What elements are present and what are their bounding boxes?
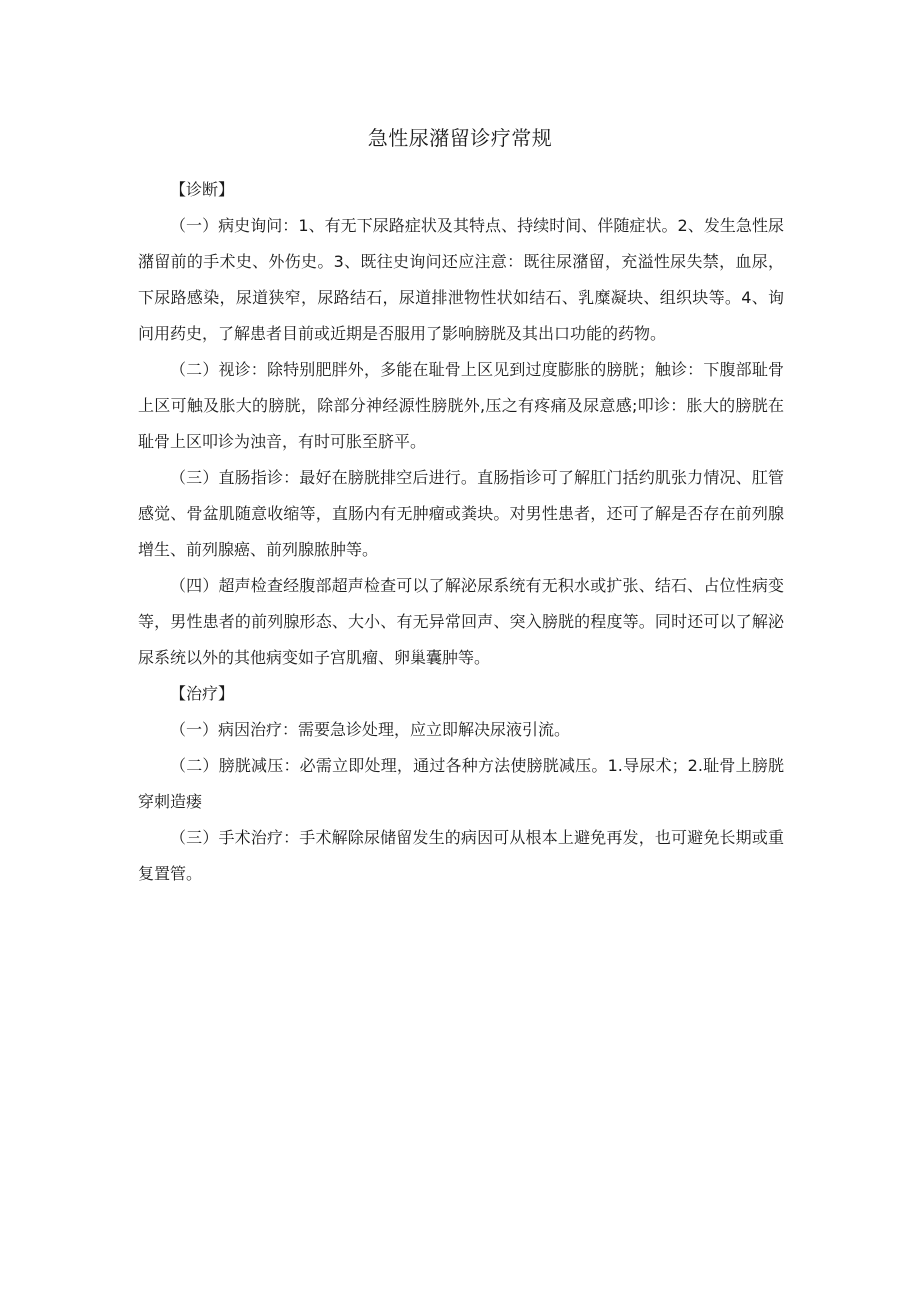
- document-body: [138, 172, 784, 892]
- diagnosis-paragraph-history: （一）病史询问：1、有无下尿路症状及其特点、持续时间、伴随症状。2、发生急性尿潴留前的手术史、外伤史。3、既往史询问还应注意：既往尿潴留，充溢性尿失禁，血尿，下尿路感染，尿道狭窄，尿路结石，尿道排泄物性状如结石、乳糜凝块、组织块等。4、询问用药史，了解患者目前或近期是否服用了影响膀胱及其出口功能的药物。: [138, 216, 784, 343]
- section-heading-diagnosis: 【诊断】: [170, 180, 235, 199]
- treatment-paragraph-decompression: （二）膀胱减压：必需立即处理，通过各种方法使膀胱减压。1.导尿术；2.耻骨上膀胱穿刺造瘘: [138, 756, 784, 811]
- treatment-paragraph-cause: （一）病因治疗：需要急诊处理，应立即解决尿液引流。: [170, 720, 571, 739]
- diagnosis-paragraph-rectal-exam: （三）直肠指诊：最好在膀胱排空后进行。直肠指诊可了解肛门括约肌张力情况、肛管感觉、骨盆肌随意收缩等，直肠内有无肿瘤或粪块。对男性患者，还可了解是否存在前列腺增生、前列腺癌、前列腺脓肿等。: [138, 468, 784, 559]
- diagnosis-paragraph-inspection: （二）视诊：除特别肥胖外，多能在耻骨上区见到过度膨胀的膀胱；触诊：下腹部耻骨上区可触及胀大的膀胱，除部分神经源性膀胱外,压之有疼痛及尿意感;叩诊：胀大的膀胱在耻骨上区叩诊为浊音，有时可胀至脐平。: [138, 360, 784, 451]
- treatment-paragraph-surgery: （三）手术治疗：手术解除尿储留发生的病因可从根本上避免再发，也可避免长期或重复置管。: [138, 828, 784, 883]
- section-heading-treatment: 【治疗】: [170, 684, 235, 703]
- diagnosis-paragraph-ultrasound: （四）超声检查经腹部超声检查可以了解泌尿系统有无积水或扩张、结石、占位性病变等，男性患者的前列腺形态、大小、有无异常回声、突入膀胱的程度等。同时还可以了解泌尿系统以外的其他病变如子宫肌瘤、卵巢囊肿等。: [138, 576, 784, 667]
- page-title: 急性尿潴留诊疗常规: [367, 126, 553, 150]
